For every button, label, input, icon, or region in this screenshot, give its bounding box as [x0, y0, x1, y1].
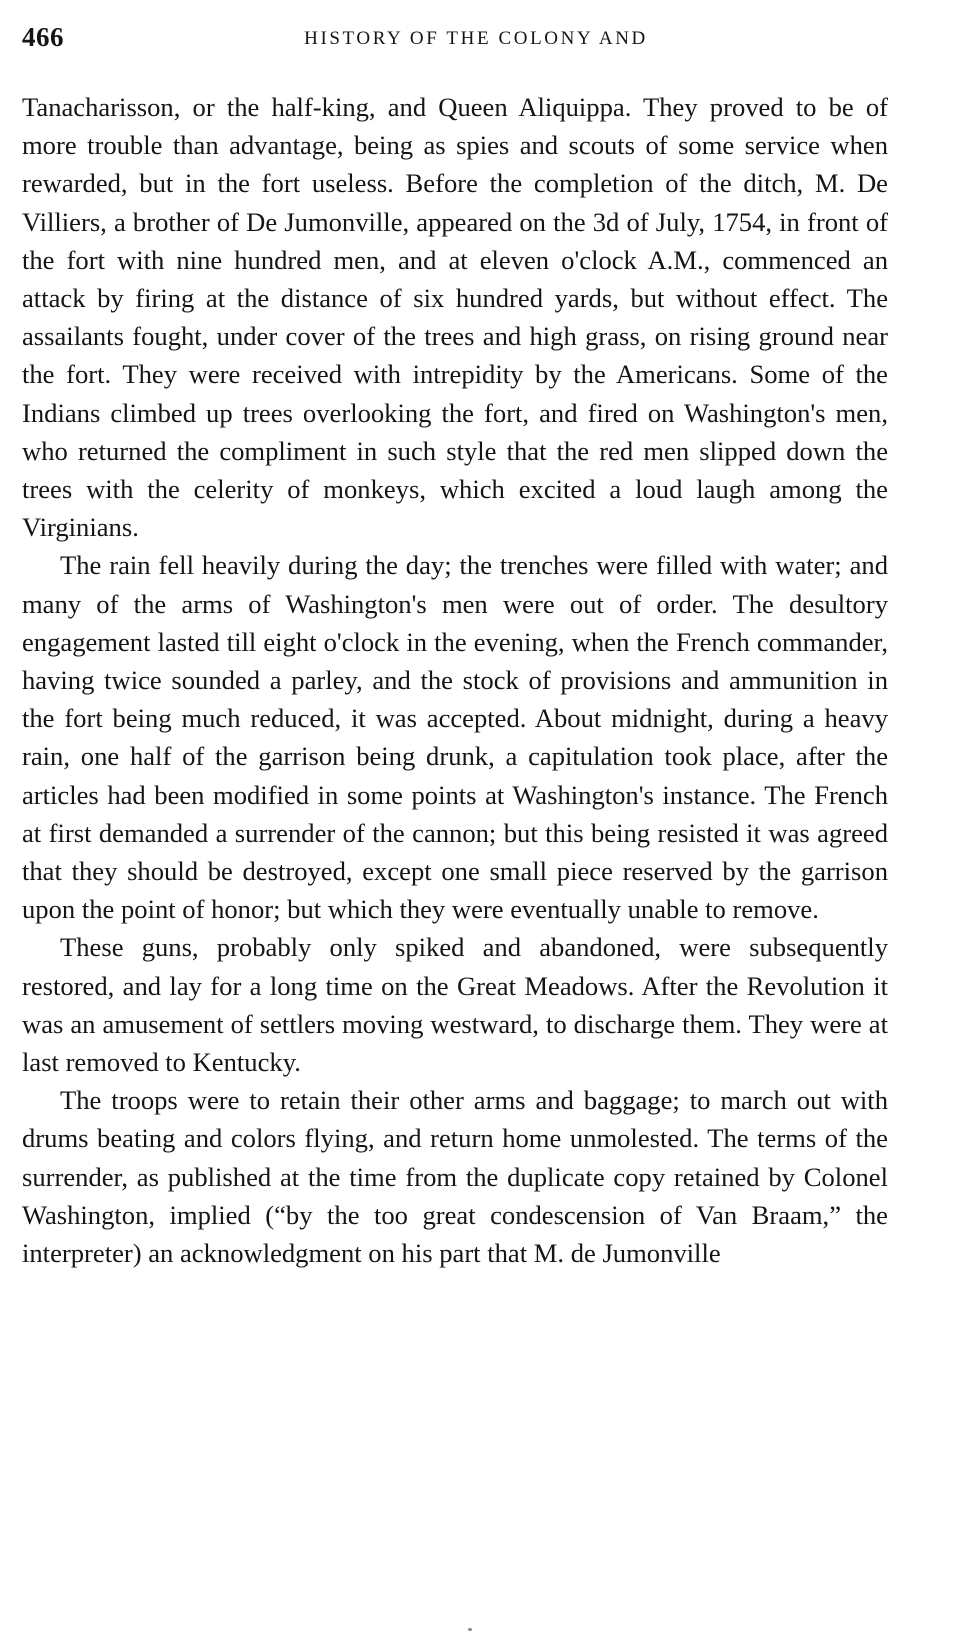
- body-text: [22, 88, 888, 1272]
- paragraph-2: The rain fell heavily during the day; the trenches were filled with water; and many of the arms of Washington's men were out of order. The desultory engagement lasted till eight o'clock in the evening, when the French commander, having twice sounded a parley, and the stock of provisions and ammunition in the fort being much reduced, it was accepted. About midnight, during a heavy rain, one half of the garrison being drunk, a capitulation took place, after the articles had been modified in some points at Washington's instance. The French at first demanded a surrender of the cannon; but this being resisted it was agreed that they should be destroyed, except one small piece reserved by the garrison upon the point of honor; but which they were eventually unable to remove.: [22, 550, 888, 925]
- paragraph-4: The troops were to retain their other arms and baggage; to march out with drums beating and colors flying, and return home unmolested. The terms of the surrender, as published at the time from the duplicate copy retained by Colonel Washington, implied (“by the too great condescension of Van Braam,” the interpreter) an acknowledgment on his part that M. de Jumonville: [22, 1085, 888, 1269]
- print-speck: [468, 1628, 472, 1631]
- running-head: [22, 22, 890, 56]
- paragraph-1: Tanacharisson, or the half-king, and Queen Aliquippa. They proved to be of more trouble than advantage, being as spies and scouts of some service when rewarded, but in the fort useless. Before the completion of the ditch, M. De Villiers, a brother of De Jumonville, appeared on the 3d of July, 1754, in front of the fort with nine hundred men, and at eleven o'clock A.M., commenced an attack by firing at the distance of six hundred yards, but without effect. The assailants fought, under cover of the trees and high grass, on rising ground near the fort. They were received with intrepidity by the Americans. Some of the Indians climbed up trees overlooking the fort, and fired on Washington's men, who returned the compliment in such style that the red men slipped down the trees with the celerity of monkeys, which excited a loud laugh among the Virginians.: [22, 92, 888, 543]
- page-number: 466: [22, 22, 64, 52]
- running-title: HISTORY OF THE COLONY AND: [304, 28, 648, 49]
- paragraph-3: These guns, probably only spiked and abandoned, were subsequently restored, and lay for a long time on the Great Meadows. After the Revolution it was an amusement of settlers moving westward, to discharge them. They were at last removed to Kentucky.: [22, 932, 888, 1078]
